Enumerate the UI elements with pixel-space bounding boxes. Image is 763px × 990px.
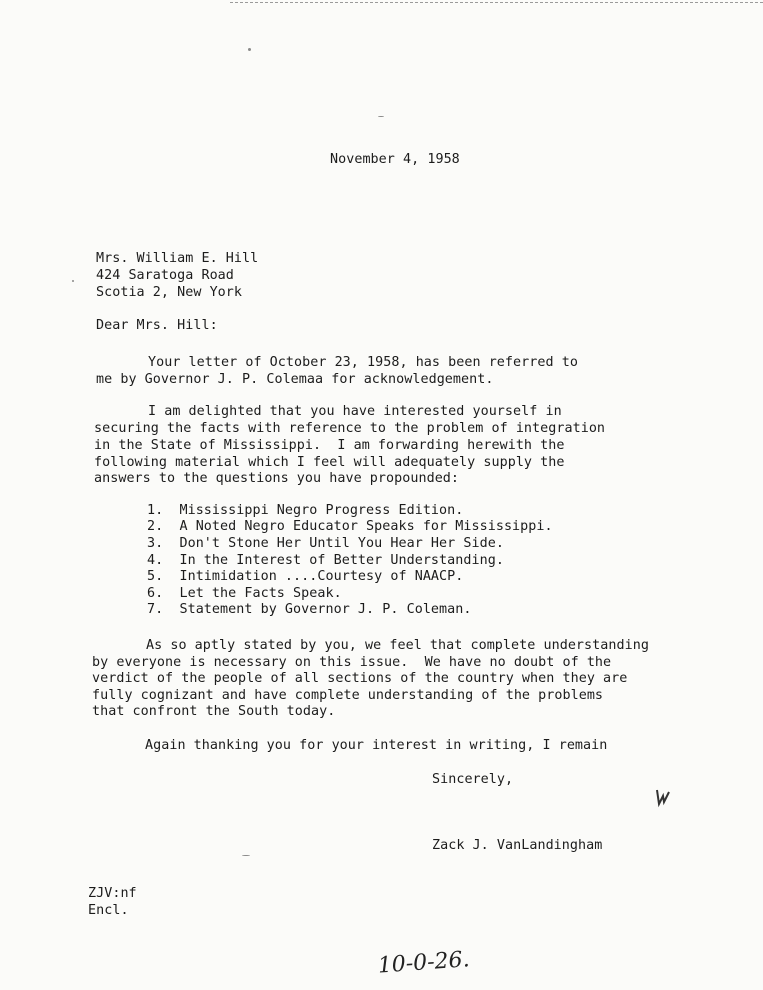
enclosure-title: In the Interest of Better Understanding. xyxy=(179,553,504,568)
recipient-street: 424 Saratoga Road xyxy=(96,268,234,283)
handwritten-note: 10-0-26. xyxy=(377,947,471,979)
paragraph-2-line-4: following material which I feel will adequately supply the xyxy=(94,455,565,470)
enclosure-item-1 xyxy=(147,503,463,520)
enclosure-item-5 xyxy=(147,569,463,586)
ink-mark-icon xyxy=(654,788,672,808)
paragraph-2-line-5: answers to the questions you have propounded: xyxy=(94,471,460,486)
enclosure-title: Don't Stone Her Until You Hear Her Side. xyxy=(179,536,504,551)
enclosure-title: Intimidation ....Courtesy of NAACP. xyxy=(179,569,464,584)
signature-name: Zack J. VanLandingham xyxy=(432,838,603,853)
paragraph-3-line-5: that confront the South today. xyxy=(92,704,336,719)
enclosure-number: 2. xyxy=(147,519,164,534)
scan-speck xyxy=(242,855,250,856)
enclosure-number: 4. xyxy=(147,553,164,568)
scan-speck xyxy=(72,280,74,282)
paragraph-3-line-2: by everyone is necessary on this issue. We have no doubt of the xyxy=(92,655,612,670)
enclosure-item-3 xyxy=(147,536,504,553)
enclosure-item-4 xyxy=(147,553,504,570)
enclosure-item-2 xyxy=(147,519,553,536)
scan-speck xyxy=(248,48,251,51)
paragraph-2-line-3: in the State of Mississippi. I am forwarding herewith the xyxy=(94,438,565,453)
paragraph-4: Again thanking you for your interest in writing, I remain xyxy=(145,738,608,753)
page-top-edge xyxy=(230,2,763,3)
paragraph-3-line-4: fully cognizant and have complete understanding of the problems xyxy=(92,688,604,703)
salutation: Dear Mrs. Hill: xyxy=(96,318,218,333)
enclosure-number: 7. xyxy=(147,602,164,617)
enclosure-title: Mississippi Negro Progress Edition. xyxy=(179,503,464,518)
recipient-city: Scotia 2, New York xyxy=(96,285,243,300)
enclosure-title: Let the Facts Speak. xyxy=(179,586,342,601)
enclosure-item-6 xyxy=(147,586,342,603)
enclosure-note: Encl. xyxy=(88,903,129,918)
recipient-name: Mrs. William E. Hill xyxy=(96,251,259,266)
enclosure-number: 6. xyxy=(147,586,164,601)
typist-initials: ZJV:nf xyxy=(88,886,137,901)
paragraph-1-line-2: me by Governor J. P. Colemaa for acknowledgement. xyxy=(96,372,494,387)
paragraph-1-line-1: Your letter of October 23, 1958, has been referred to xyxy=(148,355,578,370)
enclosure-title: A Noted Negro Educator Speaks for Mississippi. xyxy=(179,519,553,534)
closing: Sincerely, xyxy=(432,772,514,787)
paragraph-3-line-1: As so aptly stated by you, we feel that complete understanding xyxy=(146,638,649,653)
paragraph-2-line-1: I am delighted that you have interested yourself in xyxy=(148,404,562,419)
enclosure-number: 5. xyxy=(147,569,164,584)
letter-date: November 4, 1958 xyxy=(330,152,460,167)
enclosure-title: Statement by Governor J. P. Coleman. xyxy=(179,602,472,617)
enclosure-item-7 xyxy=(147,602,472,619)
paragraph-3-line-3: verdict of the people of all sections of the country when they are xyxy=(92,671,628,686)
paragraph-2-line-2: securing the facts with reference to the problem of integration xyxy=(94,421,606,436)
enclosure-number: 1. xyxy=(147,503,164,518)
enclosure-number: 3. xyxy=(147,536,164,551)
scan-speck xyxy=(378,116,384,117)
